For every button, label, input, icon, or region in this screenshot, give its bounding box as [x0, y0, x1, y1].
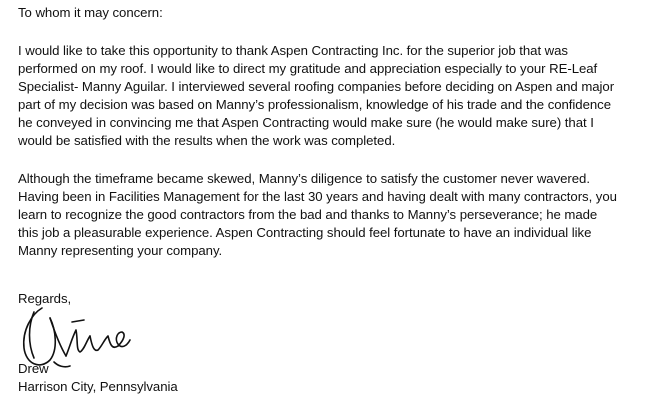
paragraph-2-line: Although the timeframe became skewed, Manny’s diligence to satisfy the customer never wavered.: [18, 171, 590, 186]
closing: Regards,: [18, 291, 72, 306]
paragraph-2-line: Manny representing your company.: [18, 243, 223, 258]
paragraph-2-line: Having been in Facilities Management for the last 30 years and having dealt with many contractors, you: [18, 189, 617, 204]
paragraph-1-line: would be satisfied with the results when the work was completed.: [18, 133, 396, 148]
salutation: To whom it may concern:: [18, 5, 163, 20]
paragraph-1-line: part of my decision was based on Manny’s professionalism, knowledge of his trade and the confidence: [18, 97, 611, 112]
paragraph-2-line: learn to recognize the good contractors from the bad and thanks to Manny’s perseverance; he made: [18, 207, 598, 222]
paragraph-1-line: he conveyed in convincing me that Aspen Contracting would make sure (he would make sure) that I: [18, 115, 594, 130]
signer-location: Harrison City, Pennsylvania: [18, 379, 178, 394]
paragraph-1-line: I would like to take this opportunity to thank Aspen Contracting Inc. for the superior job that was: [18, 43, 568, 58]
signer-name: Drew: [18, 361, 49, 376]
paragraph-2-line: this job a pleasurable experience. Aspen Contracting should feel fortunate to have an individual like: [18, 225, 592, 240]
paragraph-1-line: performed on my roof. I would like to direct my gratitude and appreciation especially to your RE-Leaf: [18, 61, 598, 76]
paragraph-1-line: Specialist- Manny Aguilar. I interviewed several roofing companies before deciding on Aspen and major: [18, 79, 615, 94]
